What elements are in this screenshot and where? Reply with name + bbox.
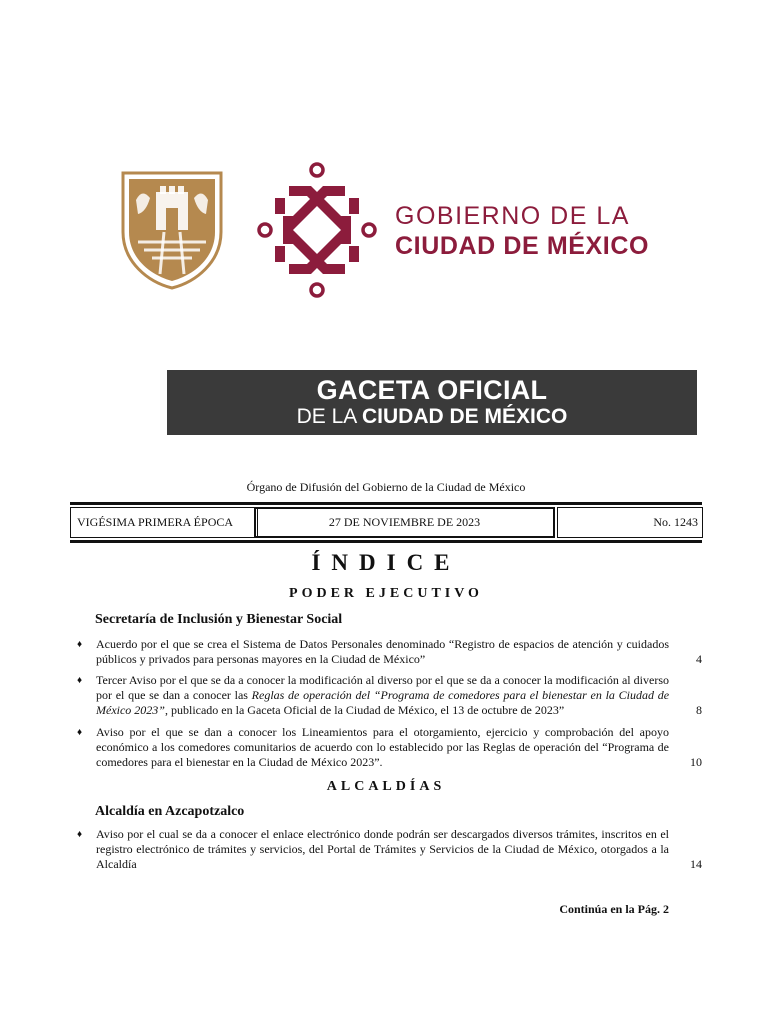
edition-date: 27 DE NOVIEMBRE DE 2023 [254,507,555,538]
index-item-page: 4 [696,652,702,666]
continua-link[interactable]: Continúa en la Pág. 2 [559,902,669,916]
bullet-icon: ♦ [77,639,83,650]
gaceta-banner [167,370,697,435]
bottom-rule [70,540,702,543]
alcaldias-heading: ALCALDÍAS [326,779,446,794]
index-item-text: Acuerdo por el que se crea el Sistema de Datos Personales denominado “Registro de espacios de atención y cuidados públicos y privados para personas mayores en la Ciudad de México” [96,637,669,666]
bullet-icon: ♦ [77,675,83,686]
bullet-icon: ♦ [77,829,83,840]
banner-subtitle-prefix: DE LA [296,405,357,428]
government-name-line2: CIUDAD DE MÉXICO [395,231,650,260]
edition-epoch: VIGÉSIMA PRIMERA ÉPOCA [70,507,258,538]
government-name [395,202,649,261]
city-shield-icon [120,170,224,290]
index-item-text-part: , publicado en la Gaceta Oficial de la Ciudad de México, el 13 de octubre de 2023” [164,703,565,717]
edition-row [70,507,702,538]
section-secretaria: Secretaría de Inclusión y Bienestar Social [95,612,343,627]
banner-subtitle-bold: CIUDAD DE MÉXICO [362,405,568,428]
index-item-text: Aviso por el que se dan a conocer los Lineamientos para el otorgamiento, ejercicio y comprobación del apoyo económico a los comedores comunitarios de acuerdo con lo establecido por las Reglas de operación del “Programa de comedores para el bienestar en la Ciudad de México 2023”. [96,725,669,769]
index-item-text-part: Tercer Aviso por el que se da a conocer la modificación al diverso por el que se da a conocer la modificación al diverso por el que se dan a conocer las [96,673,669,702]
index-item-page: 10 [690,755,702,769]
top-rule [70,502,702,505]
index-item-page: 8 [696,703,702,717]
banner-subtitle [167,405,697,429]
edition-number: No. 1243 [557,507,703,538]
section-alcaldia: Alcaldía en Azcapotzalco [95,804,245,819]
cdmx-logo-mark-icon [255,160,379,300]
index-item-page: 14 [690,857,702,871]
government-name-line1: GOBIERNO DE LA [395,202,630,230]
bullet-icon: ♦ [77,727,83,738]
banner-title: GACETA OFICIAL [316,375,548,405]
index-item-text [96,673,669,718]
index-item-text-italic: Reglas de operación del “Programa de comedores para el bienestar en la Ciudad de México 2023” [96,688,670,717]
index-title: ÍNDICE [311,550,461,575]
organo-difusion: Órgano de Difusión del Gobierno de la Ciudad de México [246,480,526,494]
poder-ejecutivo-heading: PODER EJECUTIVO [289,586,483,601]
index-item-text: Aviso por el cual se da a conocer el enlace electrónico donde podrán ser descargados diversos trámites, inscritos en el registro electrónico de trámites y servicios, del Portal de Trámites y Servicios de la Ciudad de México, otorgados a la Alcaldía [96,827,669,871]
